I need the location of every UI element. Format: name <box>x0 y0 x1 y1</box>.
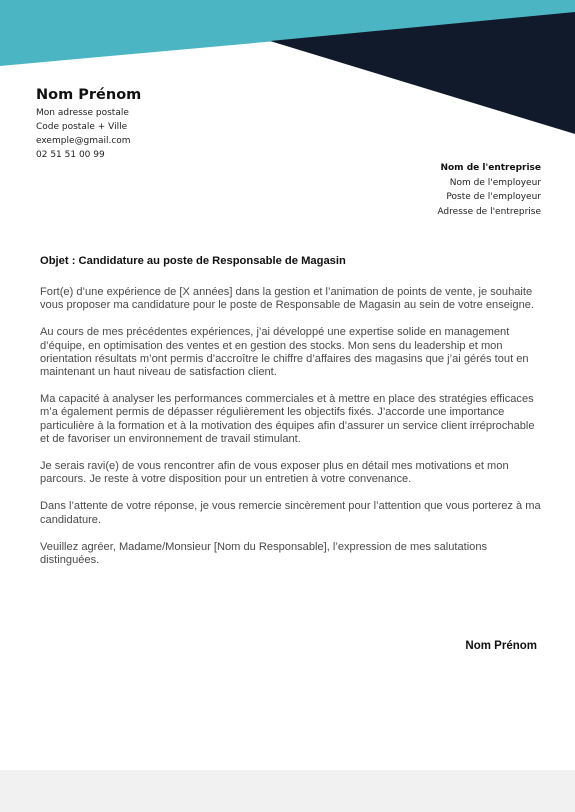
recipient-company: Nom de l'entreprise <box>440 163 541 173</box>
sender-city: Code postale + Ville <box>36 122 128 132</box>
letter-subject: Objet : Candidature au poste de Responsable de Magasin <box>40 255 346 267</box>
sender-address: Mon adresse postale <box>36 108 129 118</box>
sender-email: exemple@gmail.com <box>36 136 131 146</box>
recipient-employer: Nom de l'employeur <box>449 177 541 188</box>
letter-body <box>40 286 545 581</box>
footer-band <box>0 770 575 812</box>
sender-phone: 02 51 51 00 99 <box>36 150 105 160</box>
body-paragraph: Dans l’attente de votre réponse, je vous remercie sincèrement pour l’attention que vous porterez à ma candidature. <box>40 500 541 526</box>
body-paragraph: Veuillez agréer, Madame/Monsieur [Nom du Responsable], l’expression de mes salutations distinguées. <box>40 540 488 567</box>
body-paragraph: Au cours de mes précédentes expériences, j’ai développé une expertise solide en management d’équipe, en optimisation des ventes et en gestion des stocks. Mon sens du leadership et mon orientation résultats m’ont permis d’accroître le chiffre d’affaires des magasins que j’ai gérés tout en maintenant un haut niveau de satisfaction client. <box>40 326 529 379</box>
sender-name: Nom Prénom <box>36 87 142 103</box>
recipient-address: Adresse de l'entreprise <box>437 206 541 217</box>
recipient-block <box>437 161 541 219</box>
sender-block <box>36 86 141 162</box>
body-paragraph: Je serais ravi(e) de vous rencontrer afin de vous exposer plus en détail mes motivations et mon parcours. Je reste à votre disposition pour un entretien à votre convenance. <box>40 460 509 486</box>
signature-name: Nom Prénom <box>465 640 537 652</box>
recipient-position: Poste de l'employeur <box>446 192 541 202</box>
body-paragraph: Ma capacité à analyser les performances commerciales et à mettre en place des stratégies efficaces m’a également permis de dépasser régulièrement les objectifs fixés. J’accorde une importance particulière à la formation et à la motivation des équipes afin d’assurer un service client irréprochable et de favoriser un environnement de travail stimulant. <box>40 393 535 445</box>
body-paragraph: Fort(e) d’une expérience de [X années] dans la gestion et l’animation de points de vente, je souhaite vous proposer ma candidature pour le poste de Responsable de Magasin au sein de votre enseigne. <box>40 286 534 312</box>
